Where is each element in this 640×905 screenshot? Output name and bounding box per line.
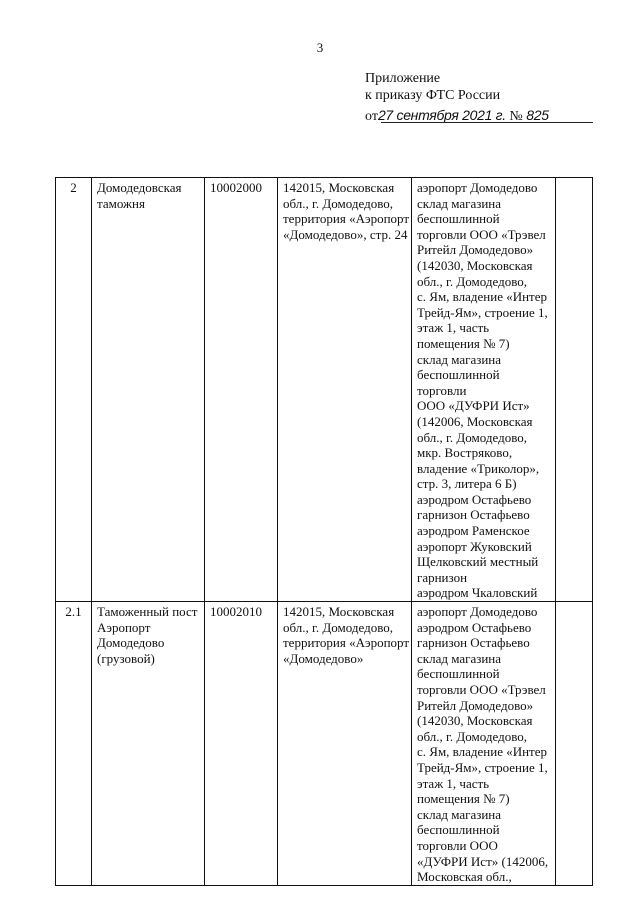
- name-line: Домодедово: [97, 635, 165, 651]
- locations-line: склад магазина: [417, 806, 502, 822]
- row-number: 2: [70, 180, 77, 195]
- office-name-cell: [92, 602, 205, 886]
- appendix-title: Приложение: [365, 71, 441, 86]
- locations-line: этаж 1, часть: [417, 775, 490, 791]
- locations-line: этаж 1, часть: [417, 320, 490, 336]
- order-number: 825: [526, 107, 549, 123]
- table-row: [56, 602, 593, 886]
- locations-line: торговли: [417, 382, 467, 398]
- extra-cell: [556, 178, 593, 602]
- order-prefix: от: [365, 109, 378, 124]
- locations-line: торговли ООО: [417, 837, 498, 853]
- locations-line: склад магазина: [417, 351, 502, 367]
- name-line: Аэропорт: [97, 619, 151, 635]
- locations-line: ООО «ДУФРИ Ист»: [417, 398, 530, 414]
- office-address-cell: [278, 178, 412, 602]
- locations-line: беспошлинной: [417, 822, 500, 838]
- locations-line: Трейд-Ям», строение 1,: [417, 304, 548, 320]
- locations-line: Щелковский местный: [417, 554, 539, 570]
- page-number: 3: [316, 40, 324, 55]
- order-date: 27 сентября 2021 г.: [377, 107, 506, 123]
- appendix-subtitle: к приказу ФТС России: [365, 88, 501, 103]
- office-code-cell: [205, 178, 278, 602]
- locations-line: обл., г. Домодедово,: [417, 273, 527, 289]
- locations-line: гарнизон Остафьево: [417, 507, 530, 523]
- locations-line: аэродром Чкаловский: [417, 585, 538, 601]
- locations-line: помещения № 7): [417, 335, 510, 351]
- office-code-cell: [205, 602, 278, 886]
- address-line: «Домодедово»: [283, 650, 364, 666]
- name-line: Таможенный пост: [97, 604, 198, 620]
- row-number-cell: [56, 602, 92, 886]
- address-line: территория «Аэропорт: [283, 635, 410, 651]
- locations-line: стр. 3, литера 6 Б): [417, 476, 517, 492]
- locations-line: аэродром Остафьево: [417, 619, 532, 635]
- locations-line: беспошлинной: [417, 367, 500, 383]
- address-line: территория «Аэропорт: [283, 211, 410, 227]
- locations-line: помещения № 7): [417, 791, 510, 807]
- locations-line: владение «Триколор»,: [417, 460, 540, 476]
- locations-line: аэропорт Домодедово: [417, 180, 538, 195]
- name-line: Домодедовская: [97, 180, 182, 195]
- locations-line: Московская обл.,: [417, 869, 512, 885]
- row-number: 2.1: [65, 604, 82, 620]
- locations-line: Трейд-Ям», строение 1,: [417, 759, 548, 775]
- order-number-label: №: [509, 109, 523, 124]
- table-row: [56, 178, 593, 602]
- order-underline: [381, 122, 593, 123]
- row-number-cell: [56, 178, 92, 602]
- office-code: 10002000: [210, 180, 262, 195]
- address-line: обл., г. Домодедово,: [283, 195, 393, 211]
- locations-line: с. Ям, владение «Интер: [417, 744, 548, 760]
- office-code: 10002010: [210, 604, 262, 620]
- locations-line: обл., г. Домодедово,: [417, 429, 527, 445]
- locations-line: (142006, Московская: [417, 413, 533, 429]
- locations-line: торговли ООО «Трэвел: [417, 226, 546, 242]
- locations-line: склад магазина: [417, 195, 502, 211]
- locations-line: «ДУФРИ Ист» (142006,: [417, 853, 549, 869]
- name-line: (грузовой): [97, 650, 155, 666]
- locations-line: Ритейл Домодедово»: [417, 242, 534, 258]
- address-line: «Домодедово», стр. 24: [283, 226, 408, 242]
- address-line: 142015, Московская: [283, 180, 395, 195]
- locations-line: беспошлинной: [417, 211, 500, 227]
- locations-line: (142030, Московская: [417, 257, 533, 273]
- locations-line: склад магазина: [417, 650, 502, 666]
- locations-line: беспошлинной: [417, 666, 500, 682]
- locations-line: гарнизон: [417, 569, 468, 585]
- locations-line: аэропорт Домодедово: [417, 604, 538, 620]
- locations-line: мкр. Востряково,: [417, 445, 513, 461]
- locations-line: (142030, Московская: [417, 713, 533, 729]
- locations-line: аэродром Раменское: [417, 523, 530, 539]
- locations-line: с. Ям, владение «Интер: [417, 289, 548, 305]
- customs-offices-table: [55, 177, 593, 886]
- locations-line: торговли ООО «Трэвел: [417, 682, 546, 697]
- appendix-header: [365, 70, 500, 104]
- office-name-cell: [92, 178, 205, 602]
- locations-cell: [412, 602, 556, 886]
- locations-line: Ритейл Домодедово»: [417, 697, 534, 713]
- locations-line: обл., г. Домодедово,: [417, 728, 527, 744]
- address-line: обл., г. Домодедово,: [283, 619, 393, 635]
- locations-line: аэропорт Жуковский: [417, 538, 532, 554]
- locations-line: аэродром Остафьево: [417, 491, 532, 507]
- extra-cell: [556, 602, 593, 886]
- office-address-cell: [278, 602, 412, 886]
- address-line: 142015, Московская: [283, 604, 395, 620]
- locations-line: гарнизон Остафьево: [417, 635, 530, 651]
- locations-cell: [412, 178, 556, 602]
- name-line: таможня: [97, 195, 145, 211]
- order-reference: [365, 107, 593, 125]
